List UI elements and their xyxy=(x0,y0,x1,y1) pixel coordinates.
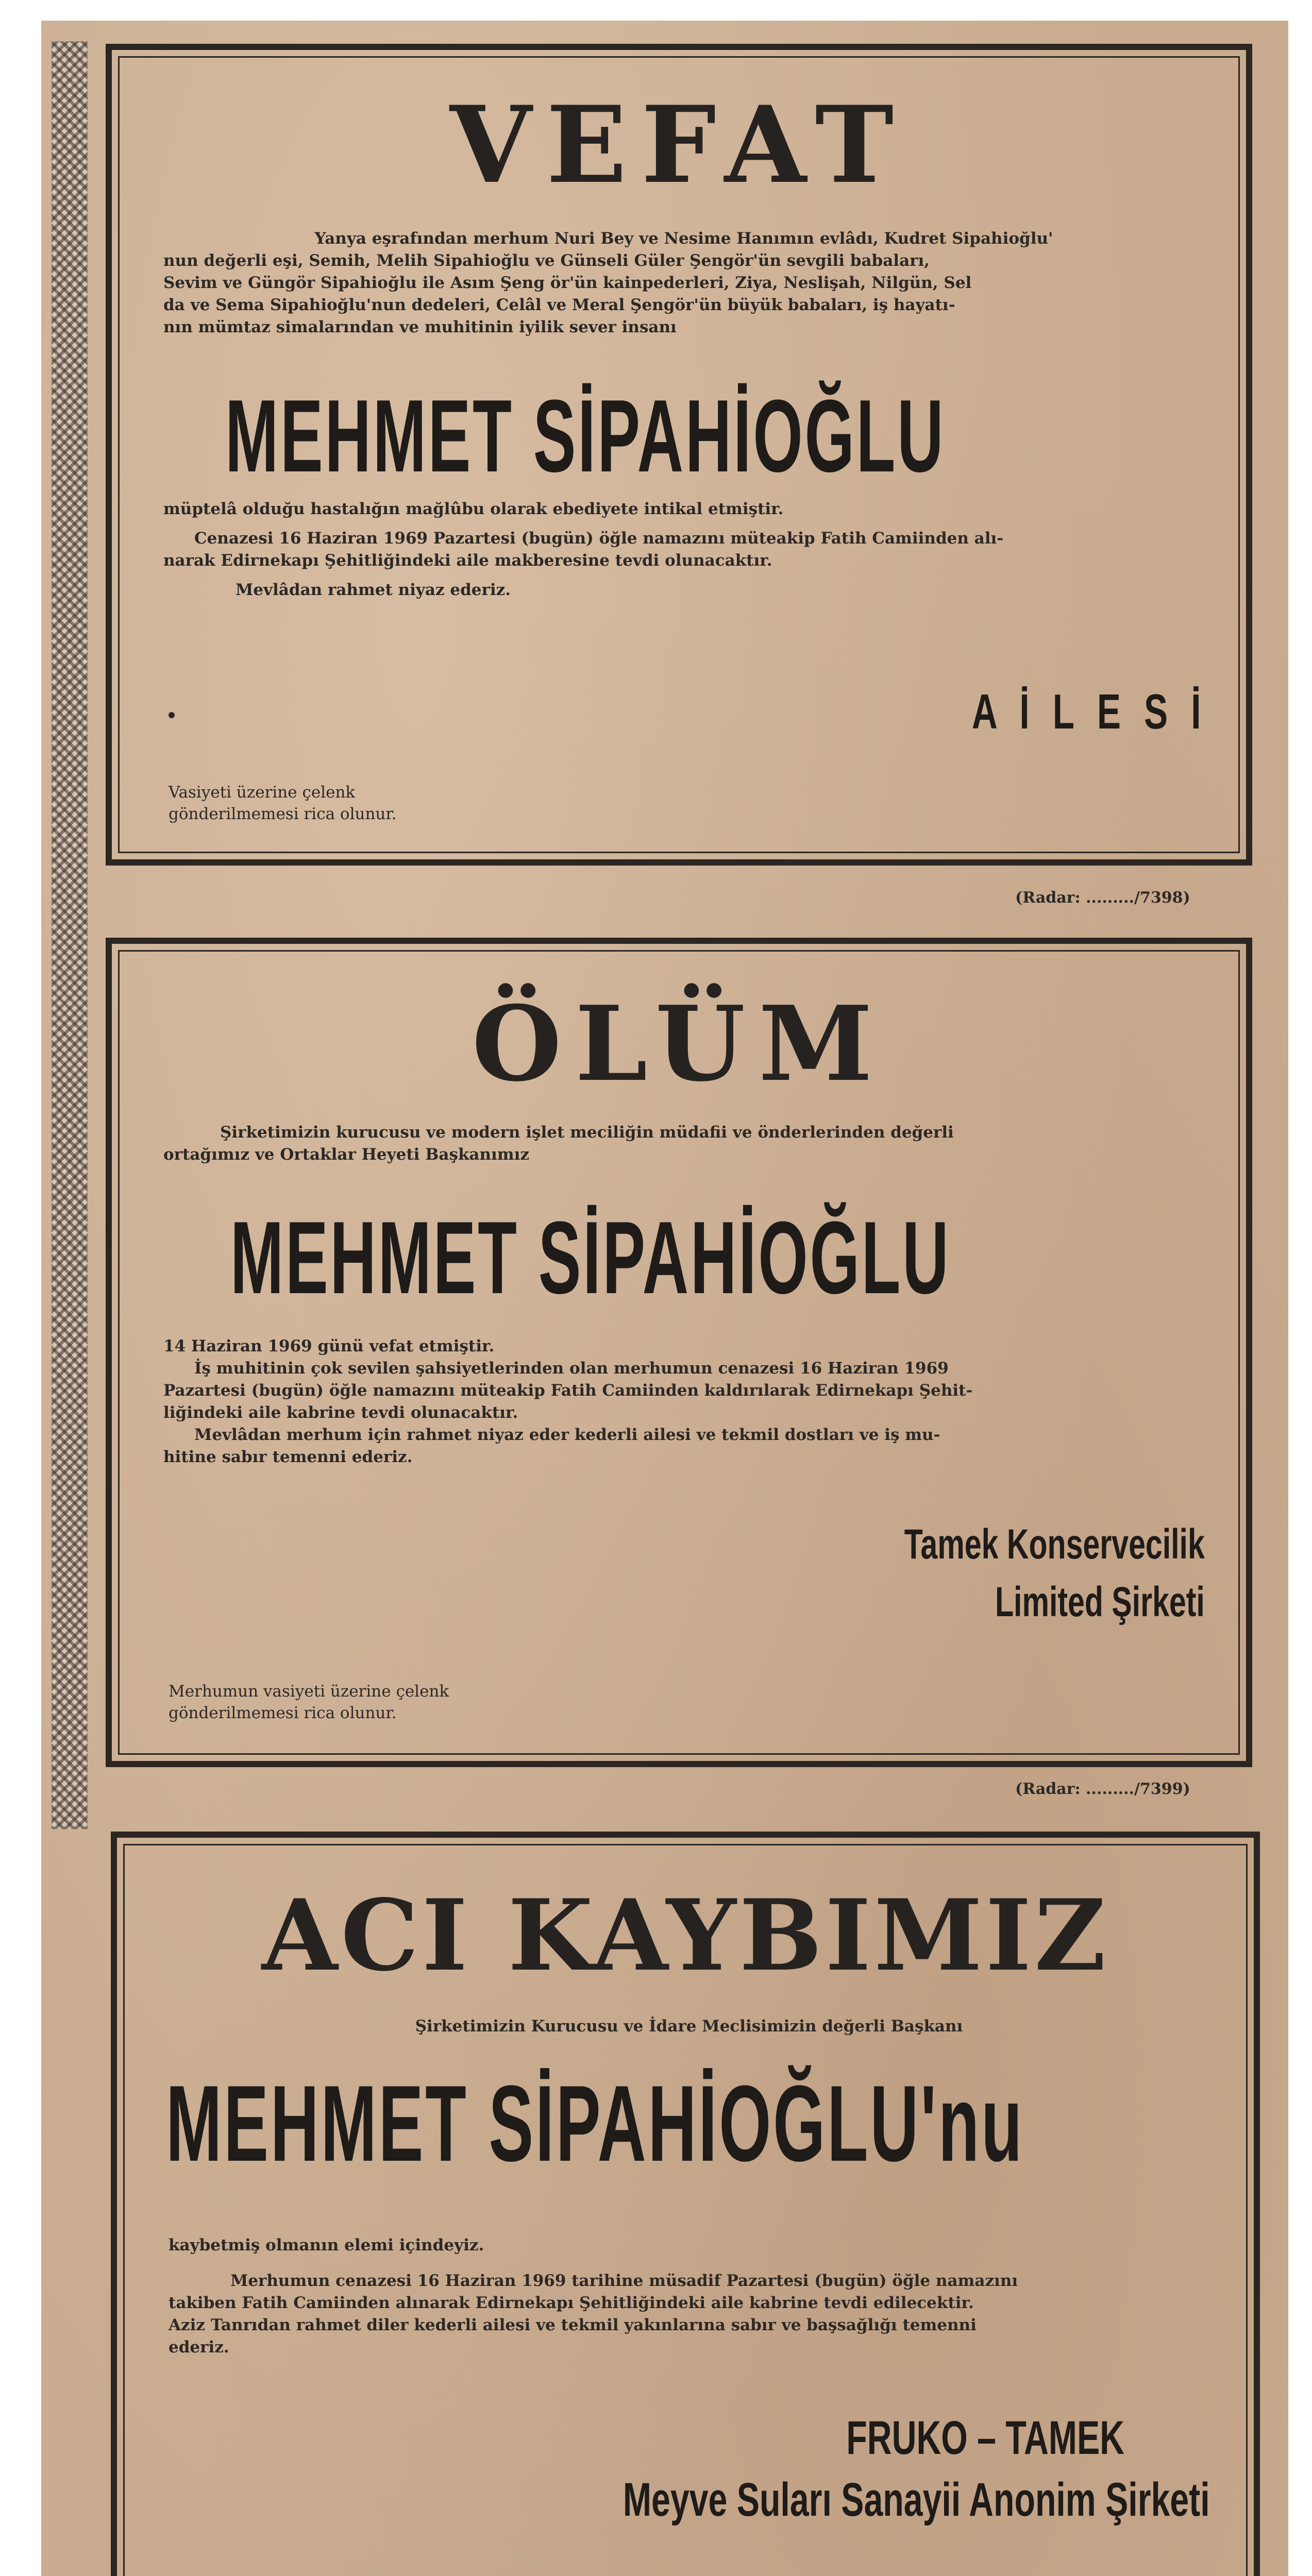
intro-line: Yanya eşrafından merhum Nuri Bey ve Nesime Hanımın evlâdı, Kudret Sipahioğlu' xyxy=(314,229,1053,248)
body-line: kaybetmiş olmanın elemi içindeyiz. xyxy=(169,2236,484,2255)
intro-line: nun değerli eşi, Semih, Melih Sipahioğlu ve Günseli Güler Şengör'ün sevgili babaları, xyxy=(163,251,930,270)
signature xyxy=(971,684,1207,740)
body-line: müptelâ olduğu hastalığın mağlûbu olarak ebediyete intikal etmiştir. xyxy=(163,500,784,518)
body-line: Mevlâdan rahmet niyaz ederiz. xyxy=(236,581,511,599)
body-line: Merhumun cenazesi 16 Haziran 1969 tarihine müsadif Pazartesi (bugün) öğle namazını xyxy=(230,2272,1018,2290)
signature-line: FRUKO – TAMEK xyxy=(846,2412,1125,2464)
signature-line: Limited Şirketi xyxy=(995,1579,1205,1625)
notice-heading: VEFAT xyxy=(449,83,909,207)
notice-intro xyxy=(163,1122,1204,1166)
body-line: Aziz Tanrıdan rahmet diler kederli ailesi ve tekmil yakınlarına sabır ve başsağlığı temenni xyxy=(169,2316,977,2334)
body-line: Pazartesi (bugün) öğle namazını müteakip Fatih Camiinden kaldırılarak Edirnekapı Şehit- xyxy=(163,1381,973,1400)
signature-line: Tamek Konservecilik xyxy=(904,1521,1205,1568)
notice-heading: ACI KAYBIMIZ xyxy=(261,1878,1109,1993)
intro-line: da ve Sema Sipahioğlu'nun dedeleri, Celâl ve Meral Şengör'ün büyük babaları, iş hayatı- xyxy=(163,296,955,314)
wreath-note-line: gönderilmemesi rica olunur. xyxy=(169,1704,397,1722)
wreath-note xyxy=(169,782,397,825)
wreath-note-line: Vasiyeti üzerine çelenk xyxy=(169,783,356,802)
body-line: liğindeki aile kabrine tevdi olunacaktır. xyxy=(163,1403,518,1422)
radar-reference: (Radar: ........./7398) xyxy=(1015,889,1190,907)
body-line: ederiz. xyxy=(169,2338,229,2357)
body-line: Cenazesi 16 Haziran 1969 Pazartesi (bugün) öğle namazını müteakip Fatih Camiinden alı- xyxy=(194,529,1004,548)
body-line: İş muhitinin çok sevilen şahsiyetlerinden olan merhumun cenazesi 16 Haziran 1969 xyxy=(194,1359,949,1378)
notice-olum xyxy=(106,938,1252,1767)
deceased-name: MEHMET SİPAHİOĞLU xyxy=(230,1200,951,1315)
radar-reference: (Radar: ........./7399) xyxy=(1015,1780,1190,1798)
deceased-name: MEHMET SİPAHİOĞLU xyxy=(225,379,946,494)
notice-body xyxy=(163,1335,1204,1468)
notice-body xyxy=(163,498,1204,601)
wreath-note xyxy=(169,1681,449,1724)
intro-line: nın mümtaz simalarından ve muhitinin iyilik sever insanı xyxy=(163,318,677,336)
notice-vefat xyxy=(106,44,1252,866)
intro-line: ortağımız ve Ortaklar Heyeti Başkanımız xyxy=(163,1145,530,1164)
notice-intro xyxy=(169,2015,1209,2038)
intro-line: Şirketimizin Kurucusu ve İdare Meclisimizin değerli Başkanı xyxy=(415,2017,963,2036)
intro-line: Sevim ve Güngör Sipahioğlu ile Asım Şeng ör'ün kainpederleri, Ziya, Neslişah, Nilgün, Sel xyxy=(163,274,972,292)
deceased-name: MEHMET SİPAHİOĞLU'nu xyxy=(166,2063,1024,2184)
body-line: 14 Haziran 1969 günü vefat etmiştir. xyxy=(163,1337,495,1355)
signature xyxy=(623,2407,1210,2531)
notice-body xyxy=(169,2234,1220,2359)
perforated-edge xyxy=(52,41,88,1829)
intro-line: Şirketimizin kurucusu ve modern işlet meciliğin müdafii ve önderlerinden değerli xyxy=(220,1123,954,1142)
body-line: narak Edirnekapı Şehitliğindeki aile makberesine tevdi olunacaktır. xyxy=(163,551,772,570)
print-dot xyxy=(169,712,175,718)
notice-intro xyxy=(163,228,1204,338)
wreath-note-line: Merhumun vasiyeti üzerine çelenk xyxy=(169,1682,449,1701)
notice-aci-kaybimiz xyxy=(111,1832,1260,2576)
body-line: hitine sabır temenni ederiz. xyxy=(163,1448,413,1466)
body-line: Mevlâdan merhum için rahmet niyaz eder kederli ailesi ve tekmil dostları ve iş mu- xyxy=(194,1426,940,1444)
signature-line: Meyve Suları Sanayii Anonim Şirketi xyxy=(623,2473,1210,2526)
wreath-note-line: gönderilmemesi rica olunur. xyxy=(169,805,397,823)
signature xyxy=(904,1516,1205,1631)
signature-line: A İ L E S İ xyxy=(971,684,1207,739)
body-line: takiben Fatih Camiinden alınarak Edirnekapı Şehitliğindeki aile kabrine tevdi edilecektir. xyxy=(169,2294,974,2312)
notice-heading: ÖLÜM xyxy=(472,984,886,1105)
